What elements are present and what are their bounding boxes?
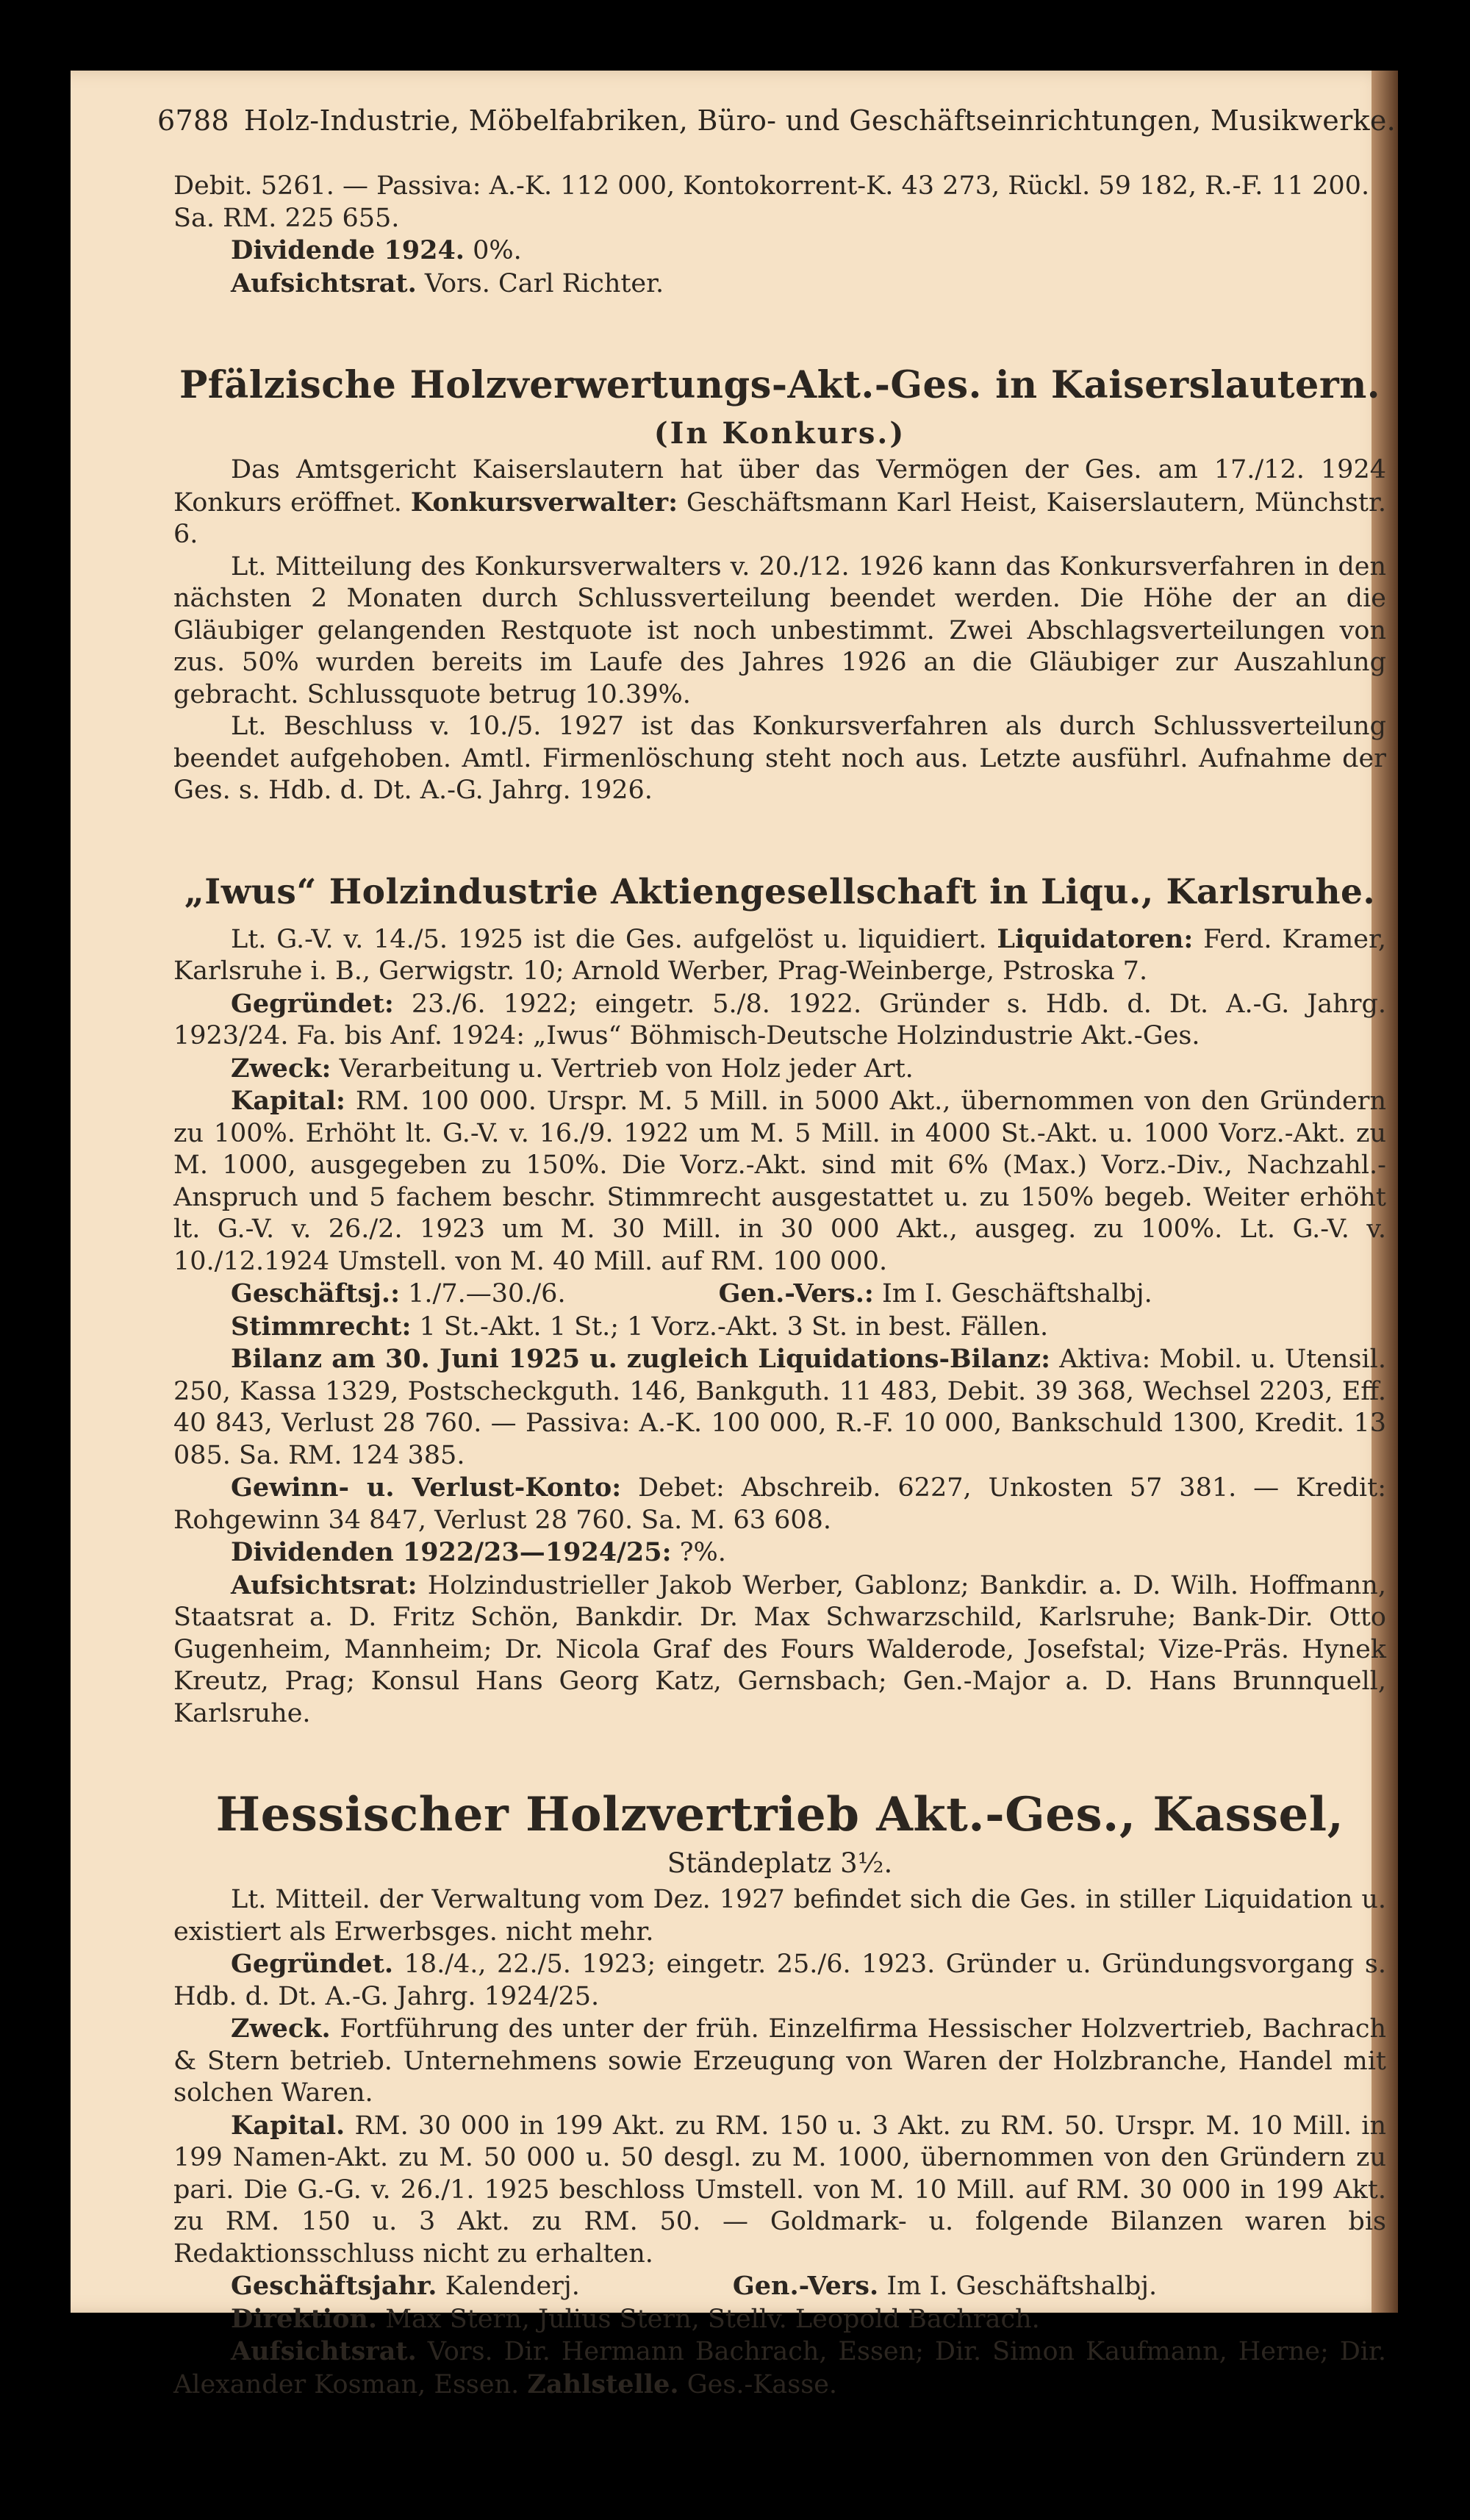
iwus-fiscal-year: Geschäftsj.: 1./7.—30./6. Gen.-Vers.: Im I. Geschäftshalbj.	[231, 1278, 1152, 1309]
page-content	[173, 171, 1386, 2401]
iwus-founded: Gegründet: 23./6. 1922; eingetr. 5./8. 1922. Gründer s. Hdb. d. Dt. A.-G. Jahrg. 1923/24. Fa. bis Anf. 1924: „Iwus“ Böhmisch-Deutsche Holzindustrie Akt.-Ges.	[173, 988, 1386, 1050]
iwus-capital: Kapital: RM. 100 000. Urspr. M. 5 Mill. in 5000 Akt., übernommen von den Gründern zu 100%. Erhöht lt. G.-V. v. 16./9. 1922 um M. 5 Mill. in 4000 St.-Akt. u. 1000 Vorz.-Akt. zu M. 1000, ausgegeben zu 150%. Die Vorz.-Akt. sind mit 6% (Max.) Vorz.-Div., Nachzahl.-Anspruch und 5 fachem beschr. Stimmrecht ausgestattet u. zu 150% begeb. Weiter erhöht lt. G.-V. v. 26./2. 1923 um M. 30 Mill. in 30 000 Akt., ausgeg. zu 100%. Lt. G.-V. v. 10./12.1924 Umstell. von M. 40 Mill. auf RM. 100 000.	[173, 1086, 1386, 1276]
iwus-supervisory-board: Aufsichtsrat: Holzindustrieller Jakob Werber, Gablonz; Bankdir. a. D. Wilh. Hoffmann, Staatsrat a. D. Fritz Schön, Bankdir. Dr. Max Schwarzschild, Karlsruhe; Bank-Dir. Otto Gugenheim, Mannheim; Dr. Nicola Graf des Fours Walderode, Josefstal; Vize-Präs. Hynek Kreutz, Prag; Konsul Hans Georg Katz, Gernsbach; Gen.-Major a. D. Hans Brunnquell, Karlsruhe.	[173, 1569, 1386, 1728]
prev-entry-supervisory-board: Aufsichtsrat. Vors. Carl Richter.	[231, 268, 664, 298]
company-title-hessischer: Hessischer Holzvertrieb Akt.-Ges., Kassel,	[215, 1787, 1344, 1842]
running-title: Holz-Industrie, Möbelfabriken, Büro- und Geschäftseinrichtungen, Musikwerke.	[243, 104, 1396, 137]
company-title-iwus: „Iwus“ Holzindustrie Aktiengesellschaft in Liqu., Karlsruhe.	[184, 871, 1376, 912]
company-address-hessischer: Ständeplatz 3½.	[667, 1847, 893, 1879]
prev-entry-balance: Debit. 5261. — Passiva: A.-K. 112 000, Kontokorrent-K. 43 273, Rückl. 59 182, R.-F. 11 200. Sa. RM. 225 655.	[173, 171, 1370, 233]
pfaelzische-paragraph-2: Lt. Mitteilung des Konkursverwalters v. 20./12. 1926 kann das Konkursverfahren in den nächsten 2 Monaten durch Schlussverteilung beendet werden. Die Höhe der an die Gläubiger gelangenden Restquote ist noch unbestimmt. Zwei Abschlagsverteilungen von zus. 50% wurden bereits im Laufe des Jahres 1926 an die Gläubiger zur Auszahlung gebracht. Schlussquote betrug 10.39%.	[173, 551, 1386, 709]
running-header	[157, 104, 1396, 137]
scanned-page	[71, 71, 1398, 2399]
iwus-profit-loss: Gewinn- u. Verlust-Konto: Debet: Abschreib. 6227, Unkosten 57 381. — Kredit: Rohgewinn 34 847, Verlust 28 760. Sa. M. 63 608.	[173, 1472, 1386, 1535]
iwus-dividends: Dividenden 1922/23—1924/25: ?%.	[231, 1537, 726, 1567]
iwus-balance-sheet: Bilanz am 30. Juni 1925 u. zugleich Liquidations-Bilanz: Aktiva: Mobil. u. Utensil. 250, Kassa 1329, Postscheckguth. 146, Bankguth. 11 483, Debit. 39 368, Wechsel 2203, Eff. 40 843, Verlust 28 760. — Passiva: A.-K. 100 000, R.-F. 10 000, Bankschuld 1300, Kredit. 13 085. Sa. RM. 124 385.	[173, 1344, 1386, 1470]
company-title-pfaelzische: Pfälzische Holzverwertungs-Akt.-Ges. in Kaiserslautern.	[179, 363, 1381, 407]
pfaelzische-paragraph-3: Lt. Beschluss v. 10./5. 1927 ist das Konkursverfahren als durch Schlussverteilung beendet aufgehoben. Amtl. Firmenlöschung steht noch aus. Letzte ausführl. Aufnahme der Ges. s. Hdb. d. Dt. A.-G. Jahrg. 1926.	[173, 712, 1386, 805]
hessischer-paragraph-1: Lt. Mitteil. der Verwaltung vom Dez. 1927 befindet sich die Ges. in stiller Liquidation u. existiert als Erwerbsges. nicht mehr.	[173, 1885, 1386, 1947]
hessischer-purpose: Zweck. Fortführung des unter der früh. Einzelfirma Hessischer Holzvertrieb, Bachrach & Stern betrieb. Unternehmens sowie Erzeugung von Waren der Holzbranche, Handel mit solchen Waren.	[173, 2014, 1386, 2108]
page-number: 6788	[157, 104, 229, 137]
pfaelzische-paragraph-1: Das Amtsgericht Kaiserslautern hat über das Vermögen der Ges. am 17./12. 1924 Konkurs eröffnet. Konkursverwalter: Geschäftsmann Karl Heist, Kaiserslautern, Münchstr. 6.	[173, 455, 1386, 549]
hessischer-capital: Kapital. RM. 30 000 in 199 Akt. zu RM. 150 u. 3 Akt. zu RM. 50. Urspr. M. 10 Mill. in 199 Namen-Akt. zu M. 50 000 u. 50 desgl. zu M. 1000, übernommen von den Gründern zu pari. Die G.-G. v. 26./1. 1925 beschloss Umstell. von M. 10 Mill. auf RM. 30 000 in 199 Akt. zu RM. 150 u. 3 Akt. zu RM. 50. — Goldmark- u. folgende Bilanzen waren bis Redaktionsschluss nicht zu erhalten.	[173, 2110, 1386, 2269]
iwus-purpose: Zweck: Verarbeitung u. Vertrieb von Holz jeder Art.	[231, 1053, 914, 1084]
hessischer-management: Direktion. Max Stern, Julius Stern, Stellv. Leopold Bachrach.	[231, 2303, 1040, 2334]
iwus-voting-rights: Stimmrecht: 1 St.-Akt. 1 St.; 1 Vorz.-Akt. 3 St. in best. Fällen.	[231, 1311, 1049, 1342]
hessischer-supervisory-board: Aufsichtsrat. Vors. Dir. Hermann Bachrach, Essen; Dir. Simon Kaufmann, Herne; Dir. Alexander Kosman, Essen. Zahlstelle. Ges.-Kasse.	[173, 2336, 1386, 2399]
hessischer-founded: Gegründet. 18./4., 22./5. 1923; eingetr. 25./6. 1923. Gründer u. Gründungsvorgang s. Hdb. d. Dt. A.-G. Jahrg. 1924/25.	[173, 1949, 1386, 2011]
company-status-pfaelzische: (In Konkurs.)	[653, 416, 906, 451]
prev-entry-dividend: Dividende 1924. 0%.	[231, 235, 522, 265]
hessischer-fiscal-year: Geschäftsjahr. Kalenderj. Gen.-Vers. Im I. Geschäftshalbj.	[231, 2271, 1158, 2301]
iwus-liquidation: Lt. G.-V. v. 14./5. 1925 ist die Ges. aufgelöst u. liquidiert. Liquidatoren: Ferd. Kramer, Karlsruhe i. B., Gerwigstr. 10; Arnold Werber, Prag-Weinberge, Pstroska 7.	[173, 923, 1386, 986]
